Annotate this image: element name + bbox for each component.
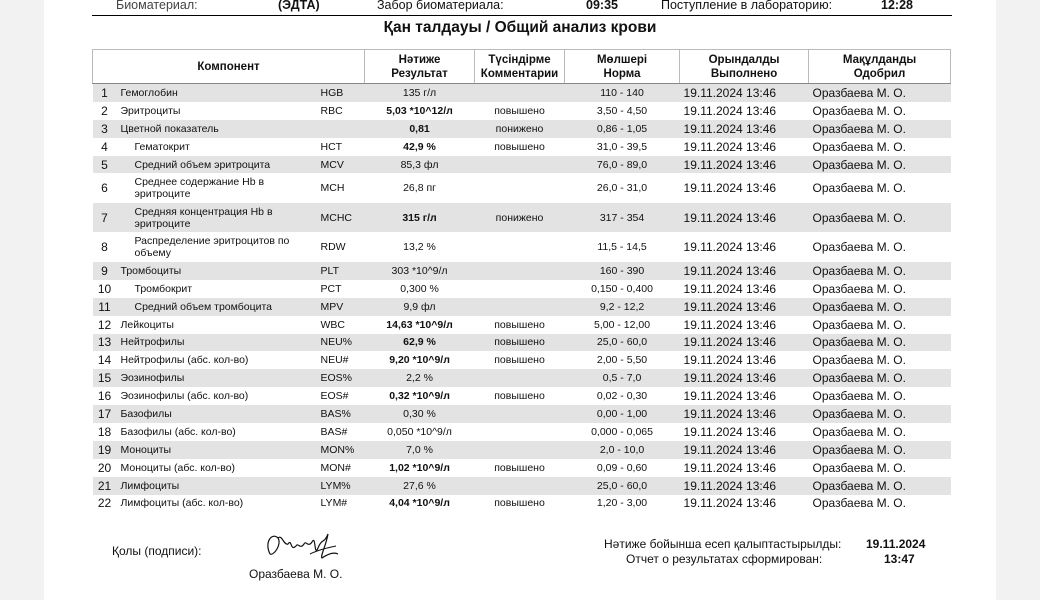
sample-info-row [44,0,996,16]
table-row [93,84,951,102]
column-header-performed-text: Орындалды Выполнено [708,53,780,80]
component-name: Лейкоциты [120,318,174,331]
column-header-component: Компонент [93,50,365,84]
performed-date: 19.11.2024 13:46 [683,353,777,368]
approver-name: Оразбаева М. О. [812,389,906,404]
component-name: Моноциты [117,441,317,459]
result-value: 62,9 % [365,334,475,352]
component-code: PLT [317,262,365,280]
table-row [93,459,951,477]
component-code: RBC [320,104,343,117]
approver-name: Оразбаева М. О. [812,460,906,475]
table-row [93,203,951,233]
reference-range: 0,000 - 0,065 [591,425,653,438]
component-code: LYM% [317,477,365,495]
handwritten-signature [262,524,344,566]
report-generated-label-ru: Отчет о результатах сформирован: [626,552,823,566]
approver-name: Оразбаева М. О. [809,120,951,138]
result-comment [475,441,565,459]
reference-range: 0,00 - 1,00 [565,405,680,423]
reference-range: 0,02 - 0,30 [596,390,648,403]
biomaterial-label: Биоматериал: [116,0,198,12]
table-row [93,351,951,369]
reference-range: 3,50 - 4,50 [596,104,648,117]
performed-date: 19.11.2024 13:46 [680,262,809,280]
approver-name: Оразбаева М. О. [809,203,951,233]
table-row [93,477,951,495]
performed-date: 19.11.2024 13:46 [680,84,809,102]
result-value: 14,63 *10^9/л [386,318,453,331]
table-row [93,232,951,262]
component-code: PCT [320,282,342,295]
reference-range: 25,0 - 60,0 [565,334,680,352]
result-comment: понижено [475,203,565,233]
approver-name: Оразбаева М. О. [809,156,951,174]
performed-date: 19.11.2024 13:46 [680,298,809,316]
component-code: MCHC [317,203,365,233]
performed-date: 19.11.2024 13:46 [683,389,777,404]
result-value: 315 г/л [365,203,475,233]
result-comment: повышено [494,497,545,510]
column-header-comment [475,50,565,84]
column-header-approved-text: Мақұлданды Одобрил [842,53,917,80]
component-name: Нейтрофилы (абс. кол-во) [120,354,249,367]
component-name: Тромбоциты [117,262,317,280]
performed-date: 19.11.2024 13:46 [683,460,777,475]
results-body [93,84,951,513]
performed-date: 19.11.2024 13:46 [680,477,809,495]
reference-range: 26,0 - 31,0 [596,182,648,195]
component-code: EOS% [317,369,365,387]
row-number: 21 [93,477,117,495]
row-number: 4 [101,139,108,154]
column-header-norm [565,50,680,84]
result-comment [475,405,565,423]
table-header-row [93,50,951,84]
approver-name: Оразбаева М. О. [809,369,951,387]
result-value: 2,2 % [365,369,475,387]
collection-time: 09:35 [586,0,618,12]
reference-range: 5,00 - 12,00 [594,318,651,331]
reference-range: 9,2 - 12,2 [565,298,680,316]
component-name: Тромбокрит [134,282,193,295]
report-title: Қан талдауы / Общий анализ крови [383,19,657,36]
performed-date: 19.11.2024 13:46 [683,103,777,118]
reference-range: 25,0 - 60,0 [565,477,680,495]
component-name: Средний объем тромбоцита [117,298,317,316]
row-number: 9 [93,262,117,280]
result-comment: повышено [494,390,545,403]
component-code: BAS# [320,425,348,438]
reference-range: 2,00 - 5,50 [596,354,648,367]
table-row [93,280,951,298]
component-code: NEU# [320,354,349,367]
result-comment [475,280,565,298]
result-comment [475,84,565,102]
approver-name: Оразбаева М. О. [812,139,906,154]
row-number: 6 [101,181,108,196]
table-row [93,334,951,352]
component-code: RDW [320,241,346,254]
component-name: Гематокрит [134,140,190,153]
result-comment [475,423,565,441]
performed-date: 19.11.2024 13:46 [680,405,809,423]
result-value: 135 г/л [365,84,475,102]
row-number: 14 [97,353,112,368]
approver-name: Оразбаева М. О. [812,103,906,118]
report-time: 13:47 [884,552,915,566]
reference-range: 0,09 - 0,60 [596,461,648,474]
result-comment [475,156,565,174]
row-number: 2 [101,103,108,118]
approver-name: Оразбаева М. О. [809,334,951,352]
row-number: 18 [97,424,112,439]
row-number: 8 [101,240,108,255]
reference-range: 2,0 - 10,0 [565,441,680,459]
performed-date: 19.11.2024 13:46 [683,240,777,255]
result-comment: повышено [494,318,545,331]
approver-name: Оразбаева М. О. [809,405,951,423]
approver-name: Оразбаева М. О. [809,262,951,280]
result-value: 42,9 % [403,140,436,153]
result-comment: повышено [475,334,565,352]
column-header-result-text: Нәтиже Результат [391,53,448,80]
row-number: 5 [93,156,117,174]
table-row [93,495,951,513]
row-number: 22 [97,496,112,511]
result-comment: повышено [494,461,545,474]
row-number: 17 [93,405,117,423]
result-comment [475,232,565,262]
performed-date: 19.11.2024 13:46 [680,334,809,352]
component-code: MCV [317,156,365,174]
table-row [93,387,951,405]
table-row [93,316,951,334]
reference-range: 76,0 - 89,0 [565,156,680,174]
component-name: Эозинофилы (абс. кол-во) [120,390,249,403]
result-comment: повышено [494,104,545,117]
column-header-result [365,50,475,84]
table-row [93,423,951,441]
performed-date: 19.11.2024 13:46 [683,317,777,332]
row-number: 19 [93,441,117,459]
component-name: Средняя концентрация Hb в эритроците [117,203,317,233]
biomaterial-value: (ЭДТА) [278,0,320,12]
result-value: 0,81 [365,120,475,138]
component-name: Средний объем эритроцита [117,156,317,174]
signature-label: Қолы (подписи): [112,544,202,558]
component-name: Гемоглобин [117,84,317,102]
performed-date: 19.11.2024 13:46 [683,139,777,154]
performed-date: 19.11.2024 13:46 [683,181,777,196]
reference-range: 110 - 140 [565,84,680,102]
table-row [93,262,951,280]
result-value: 26,8 пг [403,182,436,195]
table-row [93,102,951,120]
result-value: 0,300 % [400,282,439,295]
performed-date: 19.11.2024 13:46 [683,281,777,296]
component-name: Моноциты (абс. кол-во) [120,461,236,474]
reference-range: 0,5 - 7,0 [565,369,680,387]
reference-range: 11,5 - 14,5 [597,241,647,254]
table-row [93,138,951,156]
component-code: MON% [317,441,365,459]
result-comment: понижено [475,120,565,138]
column-header-approved [809,50,951,84]
results-table [92,49,951,512]
reference-range: 1,20 - 3,00 [596,497,648,510]
result-value: 13,2 % [403,241,436,254]
row-number: 11 [93,298,117,316]
table-row [93,156,951,174]
performed-date: 19.11.2024 13:46 [680,441,809,459]
component-name: Лимфоциты [117,477,317,495]
component-code: MPV [317,298,365,316]
result-comment [475,477,565,495]
approver-name: Оразбаева М. О. [809,298,951,316]
row-number: 1 [93,84,117,102]
component-name: Цветной показатель [117,120,317,138]
arrival-label: Поступление в лабораторию: [661,0,833,12]
component-name: Базофилы [117,405,317,423]
result-value: 5,03 *10^12/л [386,104,453,117]
component-code: BAS% [317,405,365,423]
row-number: 15 [93,369,117,387]
table-row [93,405,951,423]
row-number: 3 [93,120,117,138]
approver-name: Оразбаева М. О. [809,477,951,495]
result-value: 303 *10^9/л [365,262,475,280]
result-value: 9,9 фл [365,298,475,316]
approver-name: Оразбаева М. О. [812,424,906,439]
approver-name: Оразбаева М. О. [812,181,906,196]
arrival-time: 12:28 [881,0,913,12]
row-number: 12 [97,317,112,332]
approver-name: Оразбаева М. О. [812,496,906,511]
row-number: 7 [93,203,117,233]
result-value: 4,04 *10^9/л [389,497,450,510]
component-code: MON# [320,461,351,474]
result-comment [475,369,565,387]
reference-range: 31,0 - 39,5 [596,140,648,153]
component-name: Нейтрофилы [117,334,317,352]
table-row [93,441,951,459]
report-generated-label-kz: Нәтиже бойынша есеп қалыптастырылды: [604,537,842,551]
table-row [93,120,951,138]
result-comment: повышено [494,140,545,153]
component-code: NEU% [317,334,365,352]
component-name: Базофилы (абс. кол-во) [120,425,236,438]
performed-date: 19.11.2024 13:46 [683,424,777,439]
result-value: 7,0 % [365,441,475,459]
component-name: Распределение эритроцитов по объему [134,235,290,260]
component-name: Среднее содержание Hb в эритроците [134,176,265,201]
result-value: 1,02 *10^9/л [389,461,450,474]
approver-name: Оразбаева М. О. [812,317,906,332]
column-header-comment-text: Түсіндірме Комментарии [480,53,559,80]
column-header-norm-text: Мөлшері Норма [596,53,648,80]
approver-name: Оразбаева М. О. [809,441,951,459]
result-value: 0,050 *10^9/л [387,425,452,438]
report-date: 19.11.2024 [866,537,926,551]
collection-label: Забор биоматериала: [377,0,504,12]
component-code: EOS# [320,390,349,403]
component-code: HGB [317,84,365,102]
result-comment [475,262,565,280]
component-code: HCT [320,140,343,153]
table-row [93,298,951,316]
table-row [93,369,951,387]
component-name: Лимфоциты (абс. кол-во) [120,497,244,510]
result-comment [475,173,565,203]
performed-date: 19.11.2024 13:46 [680,369,809,387]
signer-name: Оразбаева М. О. [249,567,343,581]
column-header-performed [680,50,809,84]
component-code [317,120,365,138]
reference-range: 0,86 - 1,05 [565,120,680,138]
result-comment [475,298,565,316]
result-value: 85,3 фл [365,156,475,174]
result-value: 27,6 % [365,477,475,495]
performed-date: 19.11.2024 13:46 [680,156,809,174]
component-code: MCH [320,182,345,195]
result-value: 0,32 *10^9/л [389,390,450,403]
performed-date: 19.11.2024 13:46 [683,496,777,511]
row-number: 13 [93,334,117,352]
component-name: Эозинофилы [117,369,317,387]
result-value: 9,20 *10^9/л [389,354,450,367]
lab-report-page [44,0,996,600]
row-number: 20 [97,460,112,475]
component-code: WBC [320,318,345,331]
result-value: 0,30 % [365,405,475,423]
reference-range: 317 - 354 [565,203,680,233]
header-divider [92,15,952,16]
component-code: LYM# [320,497,348,510]
approver-name: Оразбаева М. О. [812,353,906,368]
approver-name: Оразбаева М. О. [812,240,906,255]
performed-date: 19.11.2024 13:46 [680,120,809,138]
reference-range: 0,150 - 0,400 [591,282,653,295]
result-comment: повышено [494,354,545,367]
row-number: 16 [97,389,112,404]
reference-range: 160 - 390 [565,262,680,280]
approver-name: Оразбаева М. О. [809,84,951,102]
component-name: Эритроциты [120,104,181,117]
performed-date: 19.11.2024 13:46 [680,203,809,233]
table-row [93,173,951,203]
approver-name: Оразбаева М. О. [812,281,906,296]
row-number: 10 [97,281,112,296]
